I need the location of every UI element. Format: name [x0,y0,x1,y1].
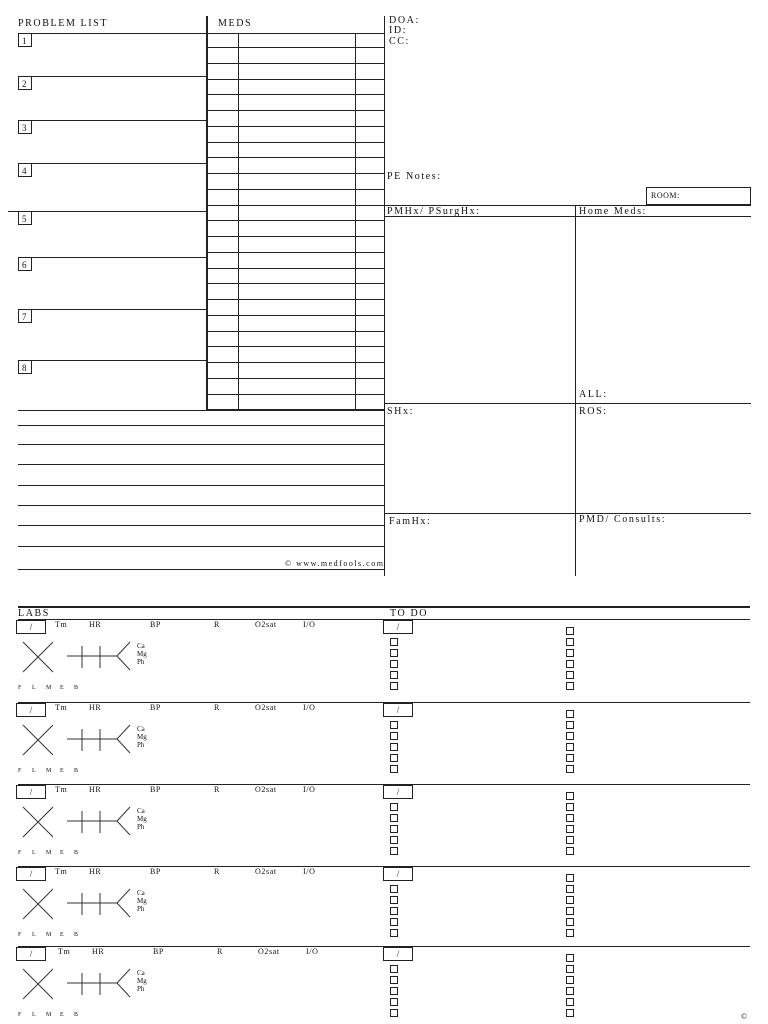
vital-label-io: I/O [303,785,316,794]
meds-row-line[interactable] [206,157,384,158]
vital-label-r: R [214,620,220,629]
problem-number-box[interactable]: 7 [18,309,32,323]
flmeb-label: L [32,1012,36,1018]
todo-checkbox[interactable] [566,836,574,844]
electrolyte-label-mg: Mg [137,977,147,985]
notes-line[interactable] [18,425,384,426]
pmd-label: PMD/ Consults: [579,514,667,525]
fishbone-line [117,821,130,835]
todo-checkbox[interactable] [566,874,574,882]
vital-label-bp: BP [153,947,164,956]
meds-row-line[interactable] [206,236,384,237]
todo-checkbox[interactable] [566,638,574,646]
vital-label-hr: HR [89,867,102,876]
notes-line[interactable] [18,546,384,547]
problem-divider [18,76,206,77]
todo-checkbox[interactable] [390,721,398,729]
todo-checkbox[interactable] [566,907,574,915]
meds-row-line[interactable] [206,205,384,206]
problem-list-title: PROBLEM LIST [18,18,109,29]
lab-fishbone-diagram [20,967,140,1007]
lab-fishbone-diagram [20,887,140,927]
todo-checkbox[interactable] [390,918,398,926]
fishbone-line [117,642,130,656]
electrolyte-label-ph: Ph [137,658,145,666]
vital-label-bp: BP [150,785,161,794]
vital-label-bp: BP [150,867,161,876]
notes-line[interactable] [18,464,384,465]
meds-row-line[interactable] [206,94,384,95]
todo-checkbox[interactable] [390,907,398,915]
todo-checkbox[interactable] [390,998,398,1006]
flmeb-label: F [18,685,22,691]
electrolyte-label-ph: Ph [137,905,145,913]
flmeb-label: E [60,1012,64,1018]
lab-date-box[interactable]: / [16,947,46,961]
flmeb-label: E [60,685,64,691]
meds-row-line[interactable] [206,126,384,127]
flmeb-label: F [18,850,22,856]
flmeb-label: L [32,685,36,691]
room-label: ROOM: [651,191,680,200]
shx-top-rule [384,403,751,404]
problem-number-box[interactable]: 5 [18,211,32,225]
meds-row-line[interactable] [206,378,384,379]
flmeb-label: F [18,932,22,938]
flmeb-label: B [74,768,79,774]
vital-label-bp: BP [150,703,161,712]
todo-checkbox[interactable] [566,792,574,800]
todo-checkbox[interactable] [390,847,398,855]
problem-divider [8,211,206,212]
vital-label-o2sat: O2sat [255,867,277,876]
todo-title: TO DO [390,608,429,619]
problem-number-box[interactable]: 2 [18,76,32,90]
electrolyte-label-ca: Ca [137,642,145,650]
fishbone-line [117,807,130,821]
left-column-edge [384,16,385,576]
meds-row-line[interactable] [206,252,384,253]
notes-line[interactable] [18,569,384,570]
flmeb-label: F [18,768,22,774]
meds-row-line[interactable] [206,142,384,143]
lab-fishbone-diagram [20,640,140,680]
header-rule [18,33,384,34]
room-field[interactable] [646,187,751,205]
allergies-label: ALL: [579,389,608,400]
electrolyte-label-mg: Mg [137,897,147,905]
flmeb-label: L [32,768,36,774]
problem-number-box[interactable]: 8 [18,360,32,374]
todo-checkbox[interactable] [566,896,574,904]
vital-label-hr: HR [89,703,102,712]
todo-date-box[interactable]: / [383,785,413,799]
pe-notes-label: PE Notes: [387,171,442,182]
todo-checkbox[interactable] [566,965,574,973]
fishbone-line [117,969,130,983]
todo-checkbox[interactable] [390,671,398,679]
meds-row-line[interactable] [206,315,384,316]
problem-number-box[interactable]: 1 [18,33,32,47]
todo-checkbox[interactable] [566,987,574,995]
todo-checkbox[interactable] [566,885,574,893]
lab-fishbone-diagram [20,805,140,845]
vital-label-o2sat: O2sat [258,947,280,956]
meds-row-line[interactable] [206,63,384,64]
todo-checkbox[interactable] [390,836,398,844]
fishbone-line [117,656,130,670]
notes-line[interactable] [18,505,384,506]
notes-line[interactable] [18,410,384,411]
meds-row-line[interactable] [206,268,384,269]
todo-checkbox[interactable] [390,649,398,657]
flmeb-label: M [46,932,52,938]
fishbone-line [117,889,130,903]
electrolyte-label-ca: Ca [137,969,145,977]
todo-checkbox[interactable] [566,918,574,926]
vital-label-o2sat: O2sat [255,620,277,629]
flmeb-label: M [46,850,52,856]
flmeb-label: B [74,932,79,938]
vital-label-io: I/O [306,947,319,956]
todo-checkbox[interactable] [390,682,398,690]
todo-checkbox[interactable] [390,885,398,893]
todo-date-box[interactable]: / [383,867,413,881]
todo-checkbox[interactable] [390,732,398,740]
vital-label-tm: Tm [55,703,68,712]
id-label: ID: [389,25,408,36]
electrolyte-label-ca: Ca [137,889,145,897]
copyright-text: © www.medfools.com [285,559,385,568]
flmeb-label: M [46,685,52,691]
todo-checkbox[interactable] [566,976,574,984]
problem-number-box[interactable]: 3 [18,120,32,134]
todo-checkbox[interactable] [566,847,574,855]
fishbone-line [117,903,130,917]
meds-row-line[interactable] [206,394,384,395]
fishbone-line [117,739,130,753]
todo-date-box[interactable]: / [383,703,413,717]
todo-checkbox[interactable] [566,649,574,657]
todo-checkbox[interactable] [390,803,398,811]
notes-line[interactable] [18,444,384,445]
problem-divider [18,257,206,258]
electrolyte-label-ca: Ca [137,807,145,815]
labs-title: LABS [18,608,50,619]
problem-number-box[interactable]: 4 [18,163,32,177]
vital-label-o2sat: O2sat [255,785,277,794]
meds-row-line[interactable] [206,346,384,347]
lab-date-box[interactable]: / [16,703,46,717]
meds-row-line[interactable] [206,331,384,332]
electrolyte-label-ca: Ca [137,725,145,733]
todo-checkbox[interactable] [390,965,398,973]
lab-fishbone-diagram [20,723,140,763]
flmeb-label: L [32,850,36,856]
todo-checkbox[interactable] [390,825,398,833]
vital-label-tm: Tm [55,867,68,876]
flmeb-label: E [60,932,64,938]
todo-checkbox[interactable] [566,660,574,668]
problem-number-box[interactable]: 6 [18,257,32,271]
todo-checkbox[interactable] [390,896,398,904]
flmeb-label: B [74,850,79,856]
ros-label: ROS: [579,406,608,417]
meds-col-line [238,33,239,410]
todo-checkbox[interactable] [566,954,574,962]
problem-meds-divider [206,16,208,410]
lab-date-box[interactable]: / [16,785,46,799]
todo-checkbox[interactable] [390,765,398,773]
todo-checkbox[interactable] [390,743,398,751]
vital-label-r: R [214,785,220,794]
todo-checkbox[interactable] [390,638,398,646]
flmeb-label: M [46,768,52,774]
todo-checkbox[interactable] [390,1009,398,1017]
todo-checkbox[interactable] [390,660,398,668]
vital-label-r: R [217,947,223,956]
problem-divider [18,163,206,164]
todo-checkbox[interactable] [390,814,398,822]
todo-checkbox[interactable] [390,754,398,762]
meds-col-line [355,33,356,410]
flmeb-label: B [74,1012,79,1018]
notes-line[interactable] [18,525,384,526]
flmeb-label: E [60,768,64,774]
lab-date-box[interactable]: / [16,620,46,634]
electrolyte-label-ph: Ph [137,823,145,831]
vital-label-hr: HR [92,947,105,956]
footer-copyright-mark: © [741,1012,748,1021]
right-middle-divider [575,205,576,576]
vital-label-r: R [214,867,220,876]
electrolyte-label-mg: Mg [137,815,147,823]
todo-checkbox[interactable] [390,987,398,995]
todo-checkbox[interactable] [566,671,574,679]
home-meds-label: Home Meds: [579,206,647,217]
meds-row-line[interactable] [206,220,384,221]
flmeb-label: L [32,932,36,938]
shx-label: SHx: [387,406,414,417]
vital-label-tm: Tm [58,947,71,956]
todo-checkbox[interactable] [566,803,574,811]
meds-row-line[interactable] [206,362,384,363]
meds-row-line[interactable] [206,189,384,190]
electrolyte-label-ph: Ph [137,985,145,993]
vital-label-r: R [214,703,220,712]
vital-label-io: I/O [303,703,316,712]
vital-label-hr: HR [89,620,102,629]
todo-checkbox[interactable] [566,682,574,690]
todo-date-box[interactable]: / [383,947,413,961]
todo-checkbox[interactable] [566,627,574,635]
problem-divider [18,309,206,310]
vital-label-o2sat: O2sat [255,703,277,712]
flmeb-label: B [74,685,79,691]
fishbone-line [117,725,130,739]
todo-checkbox[interactable] [566,998,574,1006]
todo-date-box[interactable]: / [383,620,413,634]
problem-divider [18,360,206,361]
lab-date-box[interactable]: / [16,867,46,881]
todo-checkbox[interactable] [566,743,574,751]
meds-row-line[interactable] [206,79,384,80]
fishbone-line [117,983,130,997]
meds-row-line[interactable] [206,283,384,284]
vital-label-io: I/O [303,620,316,629]
labs-top-rule [18,606,750,608]
vital-label-tm: Tm [55,785,68,794]
meds-row-line[interactable] [206,299,384,300]
vital-label-bp: BP [150,620,161,629]
meds-row-line[interactable] [206,47,384,48]
todo-checkbox[interactable] [566,929,574,937]
meds-row-line[interactable] [206,110,384,111]
todo-checkbox[interactable] [566,1009,574,1017]
todo-checkbox[interactable] [566,721,574,729]
todo-checkbox[interactable] [566,814,574,822]
vital-label-io: I/O [303,867,316,876]
todo-checkbox[interactable] [390,976,398,984]
famhx-top-rule [384,513,751,514]
famhx-label: FamHx: [389,516,432,527]
electrolyte-label-mg: Mg [137,650,147,658]
todo-checkbox[interactable] [390,929,398,937]
meds-row-line[interactable] [206,173,384,174]
pmhx-label: PMHx/ PSurgHx: [387,206,481,217]
flmeb-label: F [18,1012,22,1018]
electrolyte-label-mg: Mg [137,733,147,741]
todo-checkbox[interactable] [566,754,574,762]
cc-label: CC: [389,36,410,47]
meds-title: MEDS [218,18,253,29]
todo-checkbox[interactable] [566,825,574,833]
notes-line[interactable] [18,485,384,486]
todo-checkbox[interactable] [566,732,574,740]
vital-label-tm: Tm [55,620,68,629]
todo-checkbox[interactable] [566,710,574,718]
flmeb-label: E [60,850,64,856]
electrolyte-label-ph: Ph [137,741,145,749]
flmeb-label: M [46,1012,52,1018]
doa-label: DOA: [389,15,420,26]
todo-checkbox[interactable] [566,765,574,773]
problem-divider [18,120,206,121]
vital-label-hr: HR [89,785,102,794]
